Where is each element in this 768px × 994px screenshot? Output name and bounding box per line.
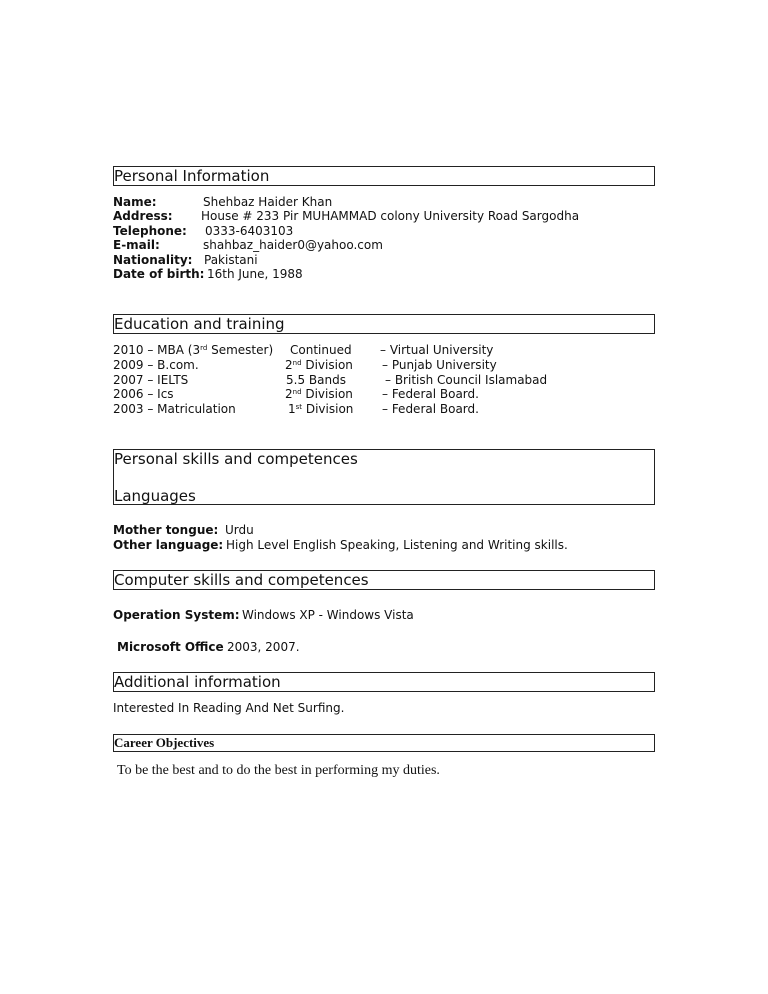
- field-dob: [113, 267, 204, 281]
- field-label: Address:: [113, 209, 173, 223]
- education-heading: [113, 314, 655, 334]
- edu-institution: – Virtual University: [380, 343, 494, 357]
- field-telephone: [113, 224, 187, 238]
- edu-degree: [113, 343, 273, 357]
- personal-info-heading: [113, 166, 655, 186]
- skills-heading: Personal skills and competences: [114, 450, 358, 468]
- computer-skills-heading-text: Computer skills and competences: [114, 571, 369, 589]
- field-label: Nationality:: [113, 253, 193, 267]
- edu-result-sup: nd: [292, 388, 302, 396]
- edu-degree: 2009 – B.com.: [113, 358, 199, 372]
- career-objectives-heading-text: Career Objectives: [114, 735, 215, 750]
- additional-info-text: Interested In Reading And Net Surfing.: [113, 701, 345, 715]
- field-value-address: House # 233 Pir MUHAMMAD colony University Road Sargodha: [201, 209, 580, 223]
- field-label: Name:: [113, 195, 157, 209]
- edu-degree-sup: rd: [200, 344, 208, 352]
- edu-result: [285, 358, 353, 372]
- career-objectives-text: To be the best and to do the best in performing my duties.: [117, 763, 440, 778]
- field-name: [113, 195, 157, 209]
- office-row: [117, 640, 224, 654]
- field-email: [113, 238, 160, 252]
- mother-tongue-row: [113, 523, 218, 537]
- education-heading-text: Education and training: [114, 315, 285, 333]
- os-value: Windows XP - Windows Vista: [242, 608, 414, 622]
- edu-degree: 2006 – Ics: [113, 387, 174, 401]
- edu-result-text-b: Division: [301, 387, 353, 401]
- field-label: Date of birth:: [113, 267, 205, 281]
- edu-result-sup: nd: [292, 359, 302, 367]
- edu-result: [290, 343, 352, 357]
- other-language-row: [113, 538, 223, 552]
- os-row: [113, 608, 240, 622]
- edu-institution: – Federal Board.: [382, 402, 479, 416]
- edu-result-text: 2: [285, 358, 293, 372]
- personal-info-heading-text: Personal Information: [114, 167, 270, 185]
- edu-result-text: Continued: [290, 343, 352, 357]
- computer-skills-heading: [113, 570, 655, 590]
- mother-tongue-value: Urdu: [225, 523, 254, 537]
- edu-result-text: 2: [285, 387, 293, 401]
- field-address: [113, 209, 173, 223]
- office-value: 2003, 2007.: [227, 640, 300, 654]
- career-objectives-heading: [113, 734, 655, 752]
- field-value-dob: 16th June, 1988: [207, 267, 303, 281]
- other-language-value: High Level English Speaking, Listening and Writing skills.: [226, 538, 568, 552]
- edu-result-text: 1: [288, 402, 296, 416]
- edu-result-text-b: Division: [302, 402, 354, 416]
- edu-degree: 2003 – Matriculation: [113, 402, 236, 416]
- field-value-name: Shehbaz Haider Khan: [203, 195, 333, 209]
- edu-degree-text: 2010 – MBA (3: [113, 343, 201, 357]
- edu-institution: – Federal Board.: [382, 387, 479, 401]
- edu-institution: – Punjab University: [382, 358, 497, 372]
- field-value-nationality: Pakistani: [204, 253, 258, 267]
- edu-institution: – British Council Islamabad: [385, 373, 548, 387]
- office-label: Microsoft Office: [117, 640, 224, 654]
- other-language-label: Other language:: [113, 538, 224, 552]
- os-label: Operation System:: [113, 608, 240, 622]
- edu-degree: 2007 – IELTS: [113, 373, 189, 387]
- additional-info-heading-text: Additional information: [114, 673, 281, 691]
- mother-tongue-label: Mother tongue:: [113, 523, 219, 537]
- skills-heading-box: [113, 449, 655, 505]
- languages-subheading: Languages: [114, 487, 196, 505]
- additional-info-heading: [113, 672, 655, 692]
- field-value-telephone: 0333-6403103: [205, 224, 294, 238]
- field-label: E-mail:: [113, 238, 160, 252]
- edu-result: [288, 402, 353, 416]
- field-nationality: [113, 253, 192, 267]
- edu-result-sup: st: [295, 403, 303, 411]
- field-value-email: shahbaz_haider0@yahoo.com: [203, 238, 383, 252]
- edu-result-text-b: Division: [301, 358, 353, 372]
- field-label: Telephone:: [113, 224, 187, 238]
- edu-degree-text-b: Semester): [207, 343, 274, 357]
- edu-result: 5.5 Bands: [286, 373, 346, 387]
- edu-result: [285, 387, 353, 401]
